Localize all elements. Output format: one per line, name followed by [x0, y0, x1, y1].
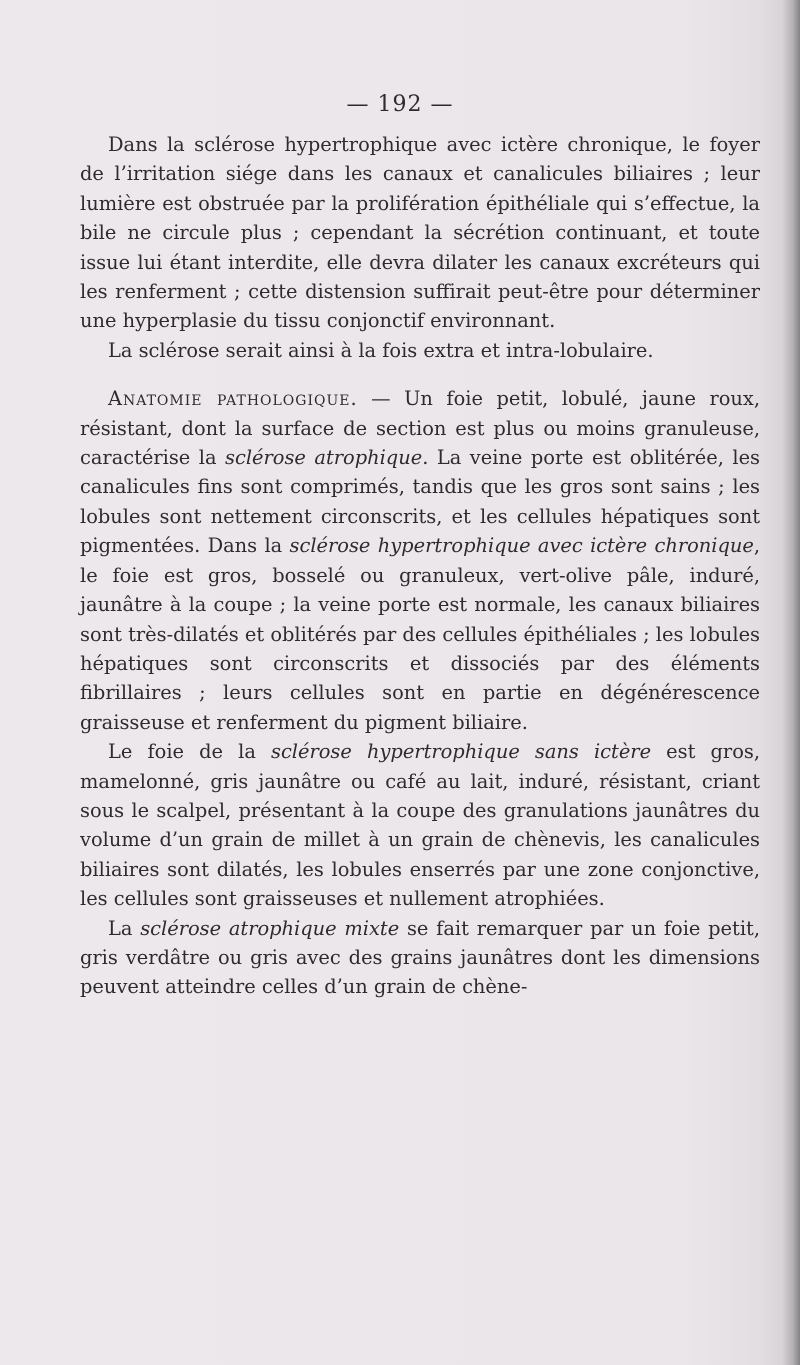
paragraph-3-text-3: , le foie est gros, bosselé ou granuleux, vert-olive pâle, induré, jaunâtre à la coupe ; la veine porte est normale, les canaux biliaires sont très-dilatés et oblitérés par des cellules épithéliales ; les lobules hépatiques sont circonscrits et dissociés par des éléments fibrillaires ; leurs cellules sont en partie en dégénérescence graisseuse et renferment du pigment biliaire.: [80, 534, 760, 734]
paragraph-3-text-2: . La veine porte est oblitérée, les canalicules fins sont comprimés, tandis que les gros sont sains ; les lobules sont nettement circonscrits, et les cellules hépatiques sont pigmentées. Dans la: [80, 446, 760, 558]
paragraph-5-text-2: se fait remarquer par un foie petit, gris verdâtre ou gris avec des grains jaunâtres dont les dimensions peuvent atteindre celles d’un grain de chène-: [80, 916, 760, 999]
paragraph-5: [80, 914, 760, 1002]
paragraph-4-emphasis-1: sclérose hypertrophique sans ictère: [271, 740, 652, 764]
paragraph-3-emphasis-2: sclérose hypertrophique avec ictère chronique: [289, 534, 754, 558]
paragraph-5-text-1: La: [108, 916, 141, 940]
paragraph-4-text-1: Le foie de la: [108, 740, 271, 764]
paragraph-4-text-2: est gros, mamelonné, gris jaunâtre ou café au lait, induré, résistant, criant sous le scalpel, présentant à la coupe des granulations jaunâtres du volume d’un grain de millet à un grain de chènevis, les canalicules biliaires sont dilatés, les lobules enserrés par une zone conjonctive, les cellules sont graisseuses et nullement atrophiées.: [80, 740, 760, 911]
paragraph-4: [80, 737, 760, 913]
paragraph-5-emphasis-1: sclérose atrophique mixte: [140, 916, 400, 940]
paragraph-1: Dans la sclérose hypertrophique avec ictère chronique, le foyer de l’irritation siége dans les canaux et canalicules biliaires ; leur lumière est obstruée par la prolifération épithéliale qui s’effectue, la bile ne circule plus ; cependant la sécrétion continuant, et toute issue lui étant interdite, elle devra dilater les canaux excréteurs qui les renferment ; cette distension suffirait peut-être pour déterminer une hyperplasie du tissu conjonctif environnant.: [80, 133, 760, 333]
binding-edge: [782, 0, 800, 1365]
body-text: [80, 130, 760, 1002]
page-number: — 192 —: [346, 92, 454, 117]
paragraph-3: [80, 384, 760, 737]
paragraph-2: La sclérose serait ainsi à la fois extra et intra-lobulaire.: [108, 338, 654, 362]
paragraph-3-emphasis-1: sclérose atrophique: [225, 446, 423, 470]
section-heading: Anatomie pathologique.: [108, 387, 358, 411]
paragraph-3-text-1: — Un foie petit, lobulé, jaune roux, résistant, dont la surface de section est plus ou moins granuleuse, caractérise la: [80, 387, 760, 470]
